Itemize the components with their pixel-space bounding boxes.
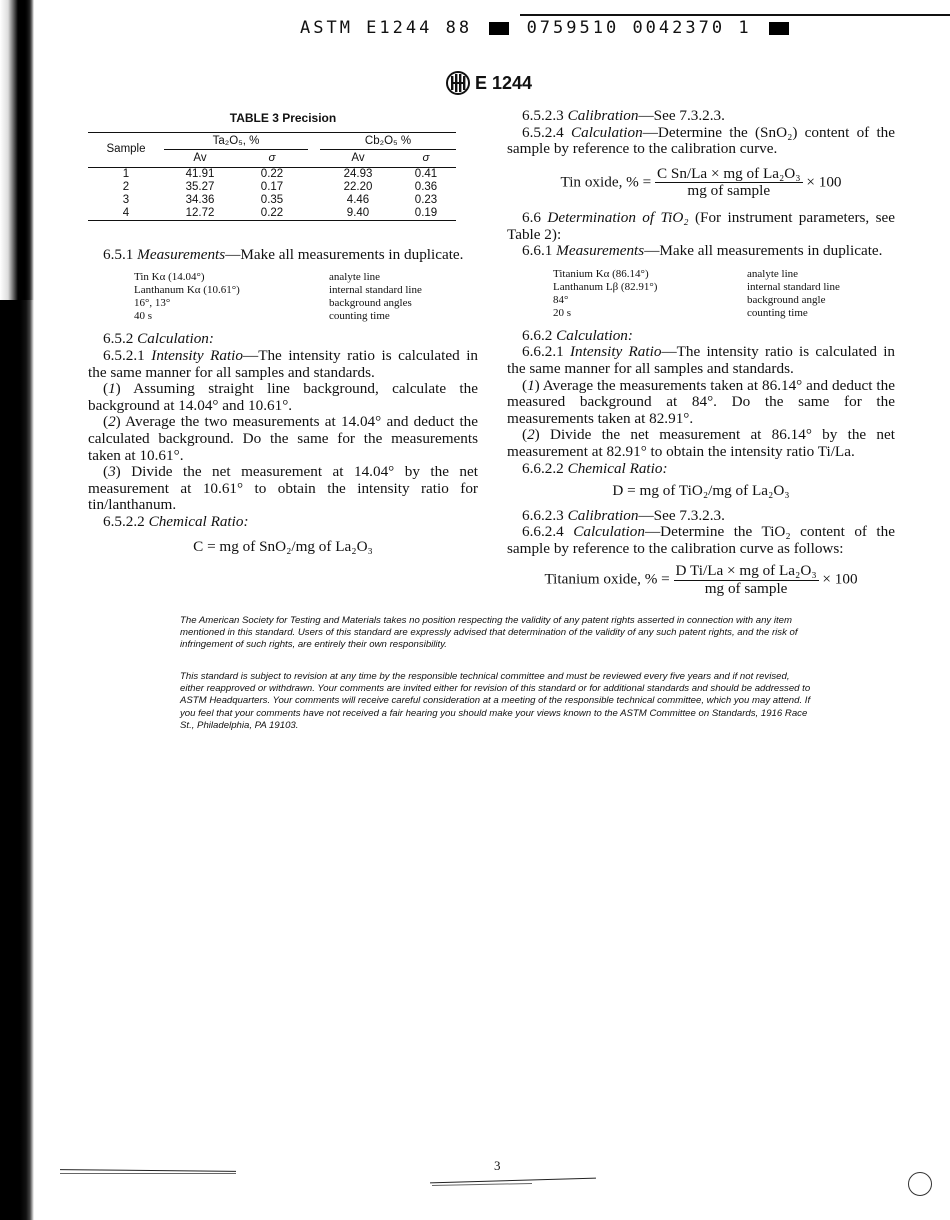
col-header-cb2o5: Cb₂O₅ % xyxy=(320,132,456,150)
step-number: 2 xyxy=(108,413,116,431)
step-1: (1) Assuming straight line background, calculate the background at 14.04° and 10.61°. xyxy=(88,380,478,414)
step-3: (3) Divide the net measurement at 14.04° by the net measurement at 10.61° to obtain the intensity ratio for tin/lanthanum. xyxy=(88,463,478,514)
section-title: Calibration xyxy=(567,107,639,124)
section-text: —Determine the TiO₂ content of the sample by reference to the calibration curve as follows: xyxy=(507,523,895,557)
parameter-label: analyte line xyxy=(747,267,799,280)
fraction-denominator: mg of sample xyxy=(687,182,771,200)
table-row xyxy=(88,207,456,221)
table-cell: 22.20 xyxy=(343,180,373,193)
titanium-parameters-list xyxy=(553,268,895,320)
parameter-row xyxy=(134,271,478,284)
section-number: 6.5.2.1 xyxy=(103,346,152,364)
section-number: 6.5.1 xyxy=(103,245,138,263)
equation-fraction xyxy=(674,563,819,597)
section-title: Measurements xyxy=(556,242,645,260)
parameter-row xyxy=(134,284,478,297)
parameter-row xyxy=(134,297,478,310)
section-title: Chemical Ratio: xyxy=(148,512,249,530)
parameter-row xyxy=(553,268,895,281)
parameter-label: internal standard line xyxy=(747,280,840,293)
scan-artifact-line xyxy=(60,1173,236,1174)
scan-artifact-line xyxy=(60,1169,236,1172)
header-code-b: 0759510 0042370 1 xyxy=(526,18,752,38)
section-number: 6.6 xyxy=(522,208,548,226)
astm-logo-icon xyxy=(445,70,471,96)
section-title: Intensity Ratio xyxy=(570,343,662,361)
parameter-value: Lanthanum Lβ (82.91°) xyxy=(553,280,658,293)
subheader-av: Av xyxy=(193,152,207,165)
parameter-label: background angle xyxy=(747,293,826,306)
section-title: Measurements xyxy=(137,245,226,263)
subheader-av: Av xyxy=(351,152,365,165)
section-title: Calculation xyxy=(571,123,643,141)
fraction-numerator: C Sn/La × mg of La₂O₃ xyxy=(656,164,801,182)
step-text: Assuming straight line background, calculate the background at 14.04° and 10.61°. xyxy=(88,380,478,414)
table-row xyxy=(88,167,456,181)
parameter-value: 40 s xyxy=(134,310,153,323)
section-number: 6.6.2.3 xyxy=(522,506,568,524)
scan-artifact-line xyxy=(432,1183,532,1186)
scan-hole-mark xyxy=(908,1172,932,1196)
step-text: Average the two measurements at 14.04° and deduct the calculated background. Do the same for the measurements taken at 10.61°. xyxy=(88,413,478,464)
section-number: 6.5.2.3 xyxy=(522,107,568,124)
table-row xyxy=(88,194,456,207)
section-text: —See 7.3.2.3. xyxy=(638,107,725,124)
parameter-value: Tin Kα (14.04°) xyxy=(134,271,205,284)
section-title: Intensity Ratio xyxy=(151,346,243,364)
header-block-mark xyxy=(769,22,789,35)
section-title: Calculation: xyxy=(137,330,214,348)
left-column xyxy=(88,108,478,565)
parameter-label: background angles xyxy=(329,297,412,310)
tin-parameters-list xyxy=(134,271,478,323)
fraction-numerator: D Ti/La × mg of La₂O₃ xyxy=(675,562,817,580)
section-6-5-2-1 xyxy=(88,348,478,381)
parameter-value: 20 s xyxy=(553,306,572,319)
table-title: TABLE 3 Precision xyxy=(229,111,337,125)
section-6-5-2 xyxy=(88,331,478,348)
table-cell: 35.27 xyxy=(185,180,215,193)
section-text: —Determine the (SnO₂) content of the sample by reference to the calibration curve. xyxy=(507,123,896,158)
parameter-value: Titanium Kα (86.14°) xyxy=(553,267,649,280)
section-number: 6.6.1 xyxy=(522,242,557,260)
table-cell: 34.36 xyxy=(185,193,215,206)
step-1: (1) Average the measurements taken at 86.14° and deduct the measured background at 84°. Do the same for the measurements taken at 82.91°. xyxy=(507,376,895,427)
table-cell: 0.19 xyxy=(414,206,438,219)
table-cell: 41.91 xyxy=(185,167,215,180)
table-cell: 0.35 xyxy=(260,193,284,206)
step-number: 1 xyxy=(108,380,116,398)
equation-lhs: Titanium oxide, % = xyxy=(544,571,670,589)
parameter-label: counting time xyxy=(329,310,390,323)
section-text: —The intensity ratio is calculated in the same manner for all samples and standards. xyxy=(507,343,896,377)
equation-c: C = mg of SnO₂/mg of La₂O₃ xyxy=(193,537,373,555)
revision-notice: This standard is subject to revision at any time by the responsible technical committee and must be reviewed every five years and if not revised, either reapproved or withdrawn. Your comments are invited either for revision of this standard or for additional standards and should be addressed to ASTM Headquarters. Your comments will receive careful consideration at a meeting of the responsible technical committee, which you may attend. If you feel that your comments have not received a fair hearing you should make your views known to the ASTM Committee on Standards, 1916 Race St., Philadelphia, PA 19103. xyxy=(180,671,811,731)
parameter-value: 16°, 13° xyxy=(134,297,171,310)
page-number: 3 xyxy=(494,1158,501,1173)
section-title: Chemical Ratio: xyxy=(567,459,668,477)
table-cell: 0.22 xyxy=(260,167,284,180)
section-6-6-2-3 xyxy=(507,508,895,525)
step-text: Average the measurements taken at 86.14° and deduct the measured background at 84°. Do the same for the measurements taken at 82.91°. xyxy=(507,376,895,427)
equation-rhs: × 100 xyxy=(806,173,842,191)
header-code-a: ASTM E1244 88 xyxy=(300,18,473,38)
equation-fraction xyxy=(655,166,803,200)
step-2: (2) Divide the net measurement at 86.14° by the net measurement at 82.91° to obtain the intensity ratio Ti/La. xyxy=(507,426,895,460)
equation-lhs: Tin oxide, % = xyxy=(560,173,652,191)
step-number: 3 xyxy=(108,463,116,481)
equation-rhs: × 100 xyxy=(822,571,858,589)
section-6-5-2-4 xyxy=(507,125,895,158)
section-number: 6.6.2 xyxy=(522,326,557,344)
section-6-6-2-2 xyxy=(507,461,895,478)
equation-titanium-oxide xyxy=(507,563,895,597)
table-cell: 1 xyxy=(122,167,130,180)
parameter-row xyxy=(134,310,478,323)
patent-disclaimer: The American Society for Testing and Materials takes no position respecting the validity of any patent rights asserted in connection with any item mentioned in this standard. Users of this standard are expressly advised that determination of the validity of any such patent rights, and the risk of infringement of such rights, are entirely their own responsibility. xyxy=(180,615,798,651)
step-number: 1 xyxy=(527,376,535,394)
col-header-sample: Sample xyxy=(88,132,164,167)
section-6-5-2-3 xyxy=(507,108,895,125)
table-cell: 0.41 xyxy=(414,167,438,180)
section-number: 6.5.2.4 xyxy=(522,123,571,141)
scan-edge-top xyxy=(0,0,34,300)
parameter-label: internal standard line xyxy=(329,284,422,297)
astm-logo-row xyxy=(445,70,532,96)
parameter-row xyxy=(553,281,895,294)
precision-table xyxy=(88,132,456,221)
section-title: Calculation: xyxy=(556,326,633,344)
equation-d: D = mg of TiO₂/mg of La₂O₃ xyxy=(612,482,790,500)
parameter-value: Lanthanum Kα (10.61°) xyxy=(134,284,240,297)
section-number: 6.5.2.2 xyxy=(103,512,149,530)
table-cell: 3 xyxy=(122,193,130,206)
section-title: Determination of TiO₂ xyxy=(547,208,689,226)
section-number: 6.5.2 xyxy=(103,330,138,348)
section-6-6-2 xyxy=(507,328,895,345)
subheader-sigma: σ xyxy=(268,152,276,165)
table-cell: 4 xyxy=(122,206,130,219)
step-number: 2 xyxy=(527,426,535,444)
parameter-label: counting time xyxy=(747,306,808,319)
subheader-sigma: σ xyxy=(422,152,430,165)
right-column xyxy=(507,108,895,608)
table-cell: 0.17 xyxy=(260,180,284,193)
step-text: Divide the net measurement at 86.14° by the net measurement at 82.91° to obtain the intensity ratio Ti/La. xyxy=(507,426,895,460)
parameter-row xyxy=(553,307,895,320)
section-6-6-2-1 xyxy=(507,344,895,377)
section-text: —Make all measurements in duplicate. xyxy=(225,245,464,263)
table-cell: 4.46 xyxy=(346,193,370,206)
document-header-code xyxy=(300,18,752,38)
step-text: Divide the net measurement at 14.04° by the net measurement at 10.61° to obtain the intensity ratio for tin/lanthanum. xyxy=(88,463,478,514)
section-6-5-2-2 xyxy=(88,514,478,531)
table-row xyxy=(88,181,456,194)
section-text: —The intensity ratio is calculated in the same manner for all samples and standards. xyxy=(88,346,479,381)
section-number: 6.6.2.2 xyxy=(522,459,568,477)
section-6-6 xyxy=(507,210,895,243)
section-number: 6.6.2.1 xyxy=(522,343,570,361)
table-cell: 9.40 xyxy=(346,206,370,219)
table-cell: 12.72 xyxy=(185,206,215,219)
parameter-label: analyte line xyxy=(329,271,381,284)
table-cell: 2 xyxy=(122,180,130,193)
section-number: 6.6.2.4 xyxy=(522,523,574,541)
parameter-value: 84° xyxy=(553,293,569,306)
section-title: Calibration xyxy=(567,506,639,524)
table-cell: 0.22 xyxy=(260,206,284,219)
col-header-ta2o5: Ta₂O₅, % xyxy=(164,132,308,150)
table-cell: 0.36 xyxy=(414,180,438,193)
header-block-mark xyxy=(489,22,509,35)
section-title: Calculation xyxy=(573,523,645,541)
step-2: (2) Average the two measurements at 14.04° and deduct the calculated background. Do the same for the measurements taken at 10.61°. xyxy=(88,413,478,464)
section-text: —Make all measurements in duplicate. xyxy=(644,242,883,260)
section-text: (For instrument parameters, see Table 2): xyxy=(507,208,895,243)
section-text: —See 7.3.2.3. xyxy=(638,506,725,524)
table-cell: 0.23 xyxy=(414,193,438,206)
scan-top-line xyxy=(520,14,950,16)
table-cell: 24.93 xyxy=(343,167,373,180)
section-6-6-2-4 xyxy=(507,524,895,557)
equation-tin-oxide xyxy=(507,166,895,200)
section-6-6-1 xyxy=(507,243,895,260)
fraction-denominator: mg of sample xyxy=(704,580,788,598)
standard-designation: E 1244 xyxy=(475,72,533,93)
parameter-row xyxy=(553,294,895,307)
section-6-5-1 xyxy=(88,247,478,264)
